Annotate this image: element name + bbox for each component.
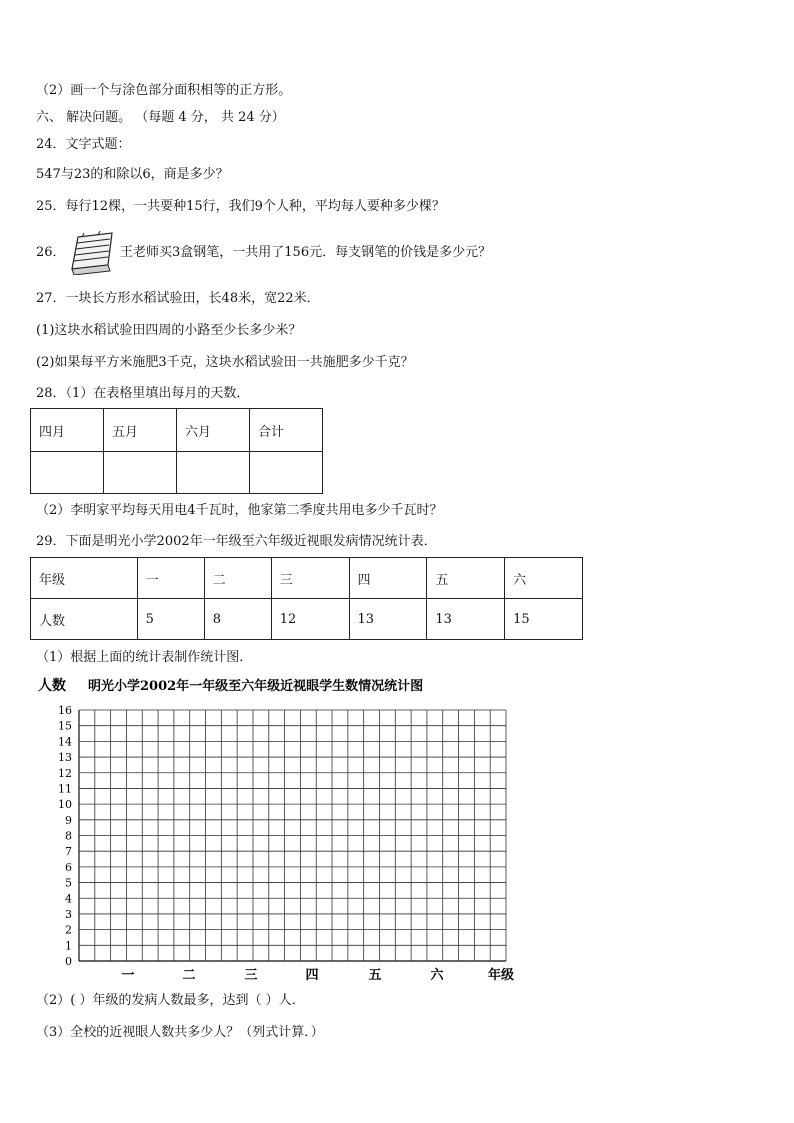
table-cell: 六 <box>505 558 583 599</box>
table-cell: 8 <box>204 599 271 640</box>
y-tick-label: 4 <box>65 892 72 906</box>
q26-number: 26． <box>36 245 66 260</box>
q29-text: 29．下面是明光小学2002年一年级至六年级近视眼发病情况统计表． <box>36 534 437 549</box>
category-label: 六 <box>430 968 444 983</box>
table-cell: 四 <box>349 558 427 599</box>
month-blank-cell[interactable] <box>104 452 177 494</box>
table-cell: 5 <box>137 599 204 640</box>
y-tick-label: 16 <box>58 704 72 717</box>
table-cell: 12 <box>271 599 349 640</box>
y-tick-label: 5 <box>65 876 72 890</box>
category-label: 三 <box>244 968 258 983</box>
category-label: 五 <box>368 968 382 983</box>
table-cell: 年级 <box>31 558 138 599</box>
table-cell: 一 <box>137 558 204 599</box>
y-tick-label: 10 <box>58 798 72 812</box>
blank-bar-chart[interactable] <box>36 674 526 986</box>
pen-box-icon <box>68 229 116 279</box>
q26-text: 王老师买3盒钢笔，一共用了156元．每支钢笔的价钱是多少元？ <box>120 245 492 260</box>
month-blank-cell[interactable] <box>250 452 323 494</box>
table-cell: 五 <box>427 558 505 599</box>
month-blank-cell[interactable] <box>177 452 250 494</box>
y-tick-label: 8 <box>65 829 72 843</box>
month-header: 合计 <box>250 409 323 452</box>
month-days-table <box>30 408 323 494</box>
chart-title: 明光小学2002年一年级至六年级近视眼学生数情况统计图 <box>88 679 424 694</box>
q29-part3: （3）全校的近视眼人数共多少人？（列式计算．） <box>36 1025 324 1040</box>
q24-title: 24．文字式题： <box>36 137 131 152</box>
q-part2-square: （2）画一个与涂色部分面积相等的正方形。 <box>36 83 292 98</box>
q25-text: 25．每行12棵，一共要种15行，我们9个人种，平均每人要种多少棵？ <box>36 199 445 214</box>
chart-ylabel: 人数 <box>38 678 66 694</box>
y-tick-label: 15 <box>58 719 72 733</box>
q29-part2: （2）( ）年级的发病人数最多，达到（ ）人． <box>36 993 305 1008</box>
q28-part2: （2）李明家平均每天用电4千瓦时，他家第二季度共用电多少千瓦时？ <box>36 503 443 518</box>
table-cell: 13 <box>427 599 505 640</box>
category-label: 四 <box>305 968 319 983</box>
y-tick-label: 6 <box>65 860 72 874</box>
q24-text: 547与23的和除以6，商是多少？ <box>36 167 229 182</box>
table-cell: 人数 <box>31 599 138 640</box>
y-tick-label: 13 <box>58 751 72 765</box>
y-tick-label: 7 <box>65 845 72 859</box>
y-tick-label: 1 <box>65 939 72 953</box>
y-tick-label: 11 <box>58 782 72 796</box>
y-tick-label: 0 <box>65 955 72 968</box>
q27-text: 27．一块长方形水稻试验田，长48米，宽22米． <box>36 291 320 306</box>
y-tick-label: 2 <box>65 923 72 937</box>
q29-part1: （1）根据上面的统计表制作统计图． <box>36 650 253 665</box>
y-tick-label: 12 <box>58 766 72 780</box>
category-label: 一 <box>121 968 135 983</box>
myopia-stats-table <box>30 557 583 640</box>
q28-part1: 28．（1）在表格里填出每月的天数． <box>36 386 250 401</box>
month-blank-cell[interactable] <box>31 452 104 494</box>
chart-xlabel: 年级 <box>487 968 515 983</box>
y-tick-label: 3 <box>65 907 72 921</box>
q27-part2: (2)如果每平方米施肥3千克，这块水稻试验田一共施肥多少千克？ <box>36 355 414 370</box>
month-header: 五月 <box>104 409 177 452</box>
month-header: 四月 <box>31 409 104 452</box>
y-tick-label: 9 <box>65 813 72 827</box>
q27-part1: (1)这块水稻试验田四周的小路至少长多少米？ <box>36 323 302 338</box>
y-tick-label: 14 <box>58 735 72 749</box>
table-cell: 15 <box>505 599 583 640</box>
table-cell: 三 <box>271 558 349 599</box>
table-cell: 13 <box>349 599 427 640</box>
category-label: 二 <box>182 968 196 983</box>
month-header: 六月 <box>177 409 250 452</box>
section-6-heading: 六、 解决问题。 （每题 4 分， 共 24 分） <box>36 110 285 125</box>
table-cell: 二 <box>204 558 271 599</box>
